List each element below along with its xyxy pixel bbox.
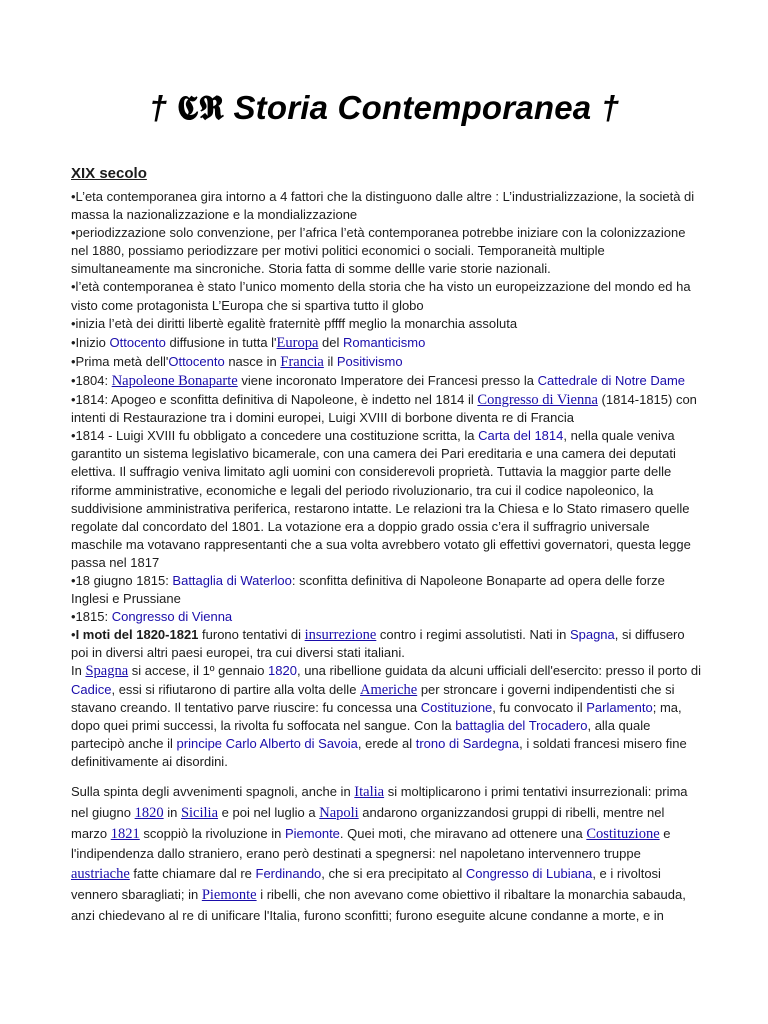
text: ; ma, dopo quei primi successi, la rivolta fu soffocata nel sangue. Con la — [71, 699, 682, 733]
link-congresso-di-vienna-2[interactable]: Congresso di Vienna — [111, 609, 233, 625]
text: , e i rivoltosi vennero sbaragliati; in — [71, 866, 661, 902]
link-napoli[interactable]: Napoli — [319, 804, 359, 821]
section-heading: XIX secolo — [71, 165, 147, 182]
link-ottocento[interactable]: Ottocento — [109, 334, 166, 350]
text: , i soldati francesi misero fine definitivamente ai disordini. — [71, 735, 687, 769]
text: , una ribellione guidata da alcuni ufficiali dell'esercito: presso il porto di — [296, 663, 702, 679]
text: , che si era precipitato al — [321, 866, 466, 882]
link-battaglia-di-waterloo[interactable]: Battaglia di Waterloo — [172, 572, 292, 588]
text: diffusione in tutta l' — [165, 334, 277, 350]
link-carta-del-1814[interactable]: Carta del 1814 — [478, 428, 564, 444]
link-europa[interactable]: Europa — [276, 334, 319, 351]
link-spagna-2[interactable]: Spagna — [85, 663, 129, 680]
text: . Quei moti, che miravano ad ottenere una — [339, 825, 587, 841]
link-italia[interactable]: Italia — [354, 784, 385, 800]
text: •1814: Apogeo e sconfitta definitiva di Napoleone, è indetto nel 1814 il — [71, 392, 478, 408]
link-piemonte[interactable]: Piemonte — [284, 825, 340, 841]
link-ottocento-2[interactable]: Ottocento — [168, 353, 225, 369]
text: •Inizio — [71, 334, 110, 350]
link-cadice[interactable]: Cadice — [71, 681, 112, 697]
paragraph-4: •inizia l’età dei diritti libertè egalitè fraternitè pffff meglio la monarchia assoluta — [71, 315, 518, 331]
text: e l'indipendenza dallo straniero, erano però destinati a spegnersi: nel napoletano intervennero truppe — [71, 825, 671, 862]
text: , fu convocato il — [492, 699, 587, 715]
link-sicilia[interactable]: Sicilia — [180, 804, 219, 821]
document-body — [71, 164, 703, 926]
page-title — [0, 88, 768, 128]
link-austriache[interactable]: austriache — [71, 866, 130, 883]
text: fatte chiamare dal re — [129, 866, 256, 882]
title-cross-right: † — [600, 89, 620, 126]
link-carlo-alberto[interactable]: principe Carlo Alberto di Savoia — [176, 735, 358, 751]
link-ferdinando[interactable]: Ferdinando — [255, 866, 322, 882]
link-piemonte-2[interactable]: Piemonte — [201, 886, 257, 903]
link-napoleone-bonaparte[interactable]: Napoleone Bonaparte — [111, 372, 238, 389]
paragraph-12 — [71, 626, 703, 662]
text: •1804: — [71, 372, 112, 388]
paragraph-3: •l’età contemporanea è stato l’unico momento della storia che ha visto un europeizzazione del mondo ed ha visto come protagonista L’Europa che si spartiva tutto il globo — [71, 279, 691, 313]
text: il — [323, 353, 337, 369]
link-battaglia-del-trocadero[interactable]: battaglia del Trocadero — [455, 717, 588, 733]
link-parlamento[interactable]: Parlamento — [586, 699, 653, 715]
link-insurrezione[interactable]: insurrezione — [304, 627, 377, 644]
text: in — [163, 804, 181, 820]
text: : sconfitta definitiva di Napoleone Bonaparte ad opera delle forze Inglesi e Prussiane — [71, 572, 665, 607]
paragraph-14 — [71, 782, 703, 926]
link-congresso-di-vienna[interactable]: Congresso di Vienna — [477, 392, 598, 409]
text: per stroncare i governi indipendentisti che si stavano creando. Il tentativo parve riuscire: fu concessa una — [71, 681, 675, 715]
text: del — [318, 334, 343, 350]
text: andarono organizzandosi gruppi di ribelli, mentre nel marzo — [71, 804, 665, 841]
link-congresso-di-lubiana[interactable]: Congresso di Lubiana — [465, 866, 593, 882]
text: , alla quale partecipò anche il — [71, 717, 651, 751]
link-romanticismo[interactable]: Romanticismo — [343, 334, 426, 350]
text: , nella quale veniva garantito un sistema legislativo bicamerale, con una camera dei Pari ereditaria e una camera dei deputati elettiva. Il suffragio veniva limitato agli uomini con considerevoli proprietà. Tuttavia la maggior parte delle riforme amministrative, economiche e legali del periodo rivoluzionario, tra cui il codice napoleonico, la suddivisione amministrativa periferica, restarono intatte. Le relazioni tra la Chiesa e lo Stato rimasero quelle regolate dal concordato del 1801. La votazione era a doppio grado ossia c’era il suffragrio universale maschile ma votavano rappresentanti che a sua volta avrebbero votato gli effettivi governatori, questa legge passa nel 1817 — [71, 428, 691, 570]
link-1820-2[interactable]: 1820 — [134, 804, 164, 821]
paragraph-9 — [71, 427, 703, 572]
text: •1815: — [71, 609, 112, 625]
text: , si diffusero poi in diversi altri paesi europei, tra cui diversi stati italiani. — [71, 627, 685, 661]
text: furono tentativi di — [198, 627, 305, 643]
text: e poi nel luglio a — [218, 804, 320, 820]
text: , essi si rifiutarono di partire alla volta delle — [111, 681, 361, 697]
text: In — [71, 663, 86, 679]
text: nasce in — [224, 353, 281, 369]
text: viene incoronato Imperatore dei Francesi presso la — [237, 372, 538, 388]
link-costituzione[interactable]: Costituzione — [420, 699, 493, 715]
paragraph-7 — [71, 372, 703, 390]
link-positivismo[interactable]: Positivismo — [336, 353, 403, 369]
title-logo: 𝕮𝕽 — [176, 88, 225, 127]
link-costituzione-2[interactable]: Costituzione — [586, 825, 660, 842]
paragraph-11 — [71, 608, 703, 626]
paragraph-10 — [71, 572, 703, 608]
paragraph-8 — [71, 391, 703, 427]
text: si moltiplicarono i primi tentativi insurrezionali: prima nel giugno — [71, 784, 688, 820]
text: • — [71, 627, 76, 643]
text: si accese, il 1º gennaio — [128, 663, 269, 679]
text: •Prima metà dell' — [71, 353, 169, 369]
link-1820[interactable]: 1820 — [268, 663, 297, 679]
link-1821[interactable]: 1821 — [110, 825, 140, 842]
text: contro i regimi assolutisti. Nati in — [376, 627, 570, 643]
text: •18 giugno 1815: — [71, 572, 173, 588]
paragraph-6 — [71, 353, 703, 371]
link-americhe[interactable]: Americhe — [360, 681, 418, 698]
text: •1814 - Luigi XVIII fu obbligato a concedere una costituzione scritta, la — [71, 428, 479, 444]
text: scoppiò la rivoluzione in — [139, 825, 285, 841]
title-text: Storia Contemporanea — [233, 89, 592, 126]
link-cattedrale-notre-dame[interactable]: Cattedrale di Notre Dame — [537, 372, 686, 388]
link-francia[interactable]: Francia — [280, 353, 324, 370]
text: (1814-1815) con intenti di Restaurazione tra i domini europei, Luigi XVIII di borbone diventa re di Francia — [71, 392, 697, 426]
link-trono-di-sardegna[interactable]: trono di Sardegna — [415, 735, 520, 751]
paragraph-13 — [71, 662, 703, 771]
title-cross-left: † — [148, 89, 168, 126]
paragraph-2: •periodizzazione solo convenzione, per l’africa l’età contemporanea potrebbe iniziare con la colonizzazione nel 1880, possiamo periodizzare per motivi politici economici o sociali. Temporaneità multiple simultaneamente ma sincroniche. Storia fatta di somme dellle varie storie nazionali. — [71, 225, 686, 277]
text: i ribelli, che non avevano come obiettivo il ribaltare la monarchia sabauda, anzi chiedevano al re di unificare l'Italia, furono sconfitti; furono eseguite alcune condanne a morte, e in — [71, 886, 686, 923]
paragraph-5 — [71, 334, 703, 352]
link-spagna[interactable]: Spagna — [569, 627, 615, 643]
bold-moti: I moti del 1820-1821 — [75, 627, 199, 643]
text: , erede al — [357, 735, 416, 751]
text: Sulla spinta degli avvenimenti spagnoli, anche in — [71, 784, 355, 799]
paragraph-1: •L’eta contemporanea gira intorno a 4 fattori che la distinguono dalle altre : L’industrializzazione, la società di massa la nazionalizzazione e la mondializzazione — [71, 189, 695, 223]
